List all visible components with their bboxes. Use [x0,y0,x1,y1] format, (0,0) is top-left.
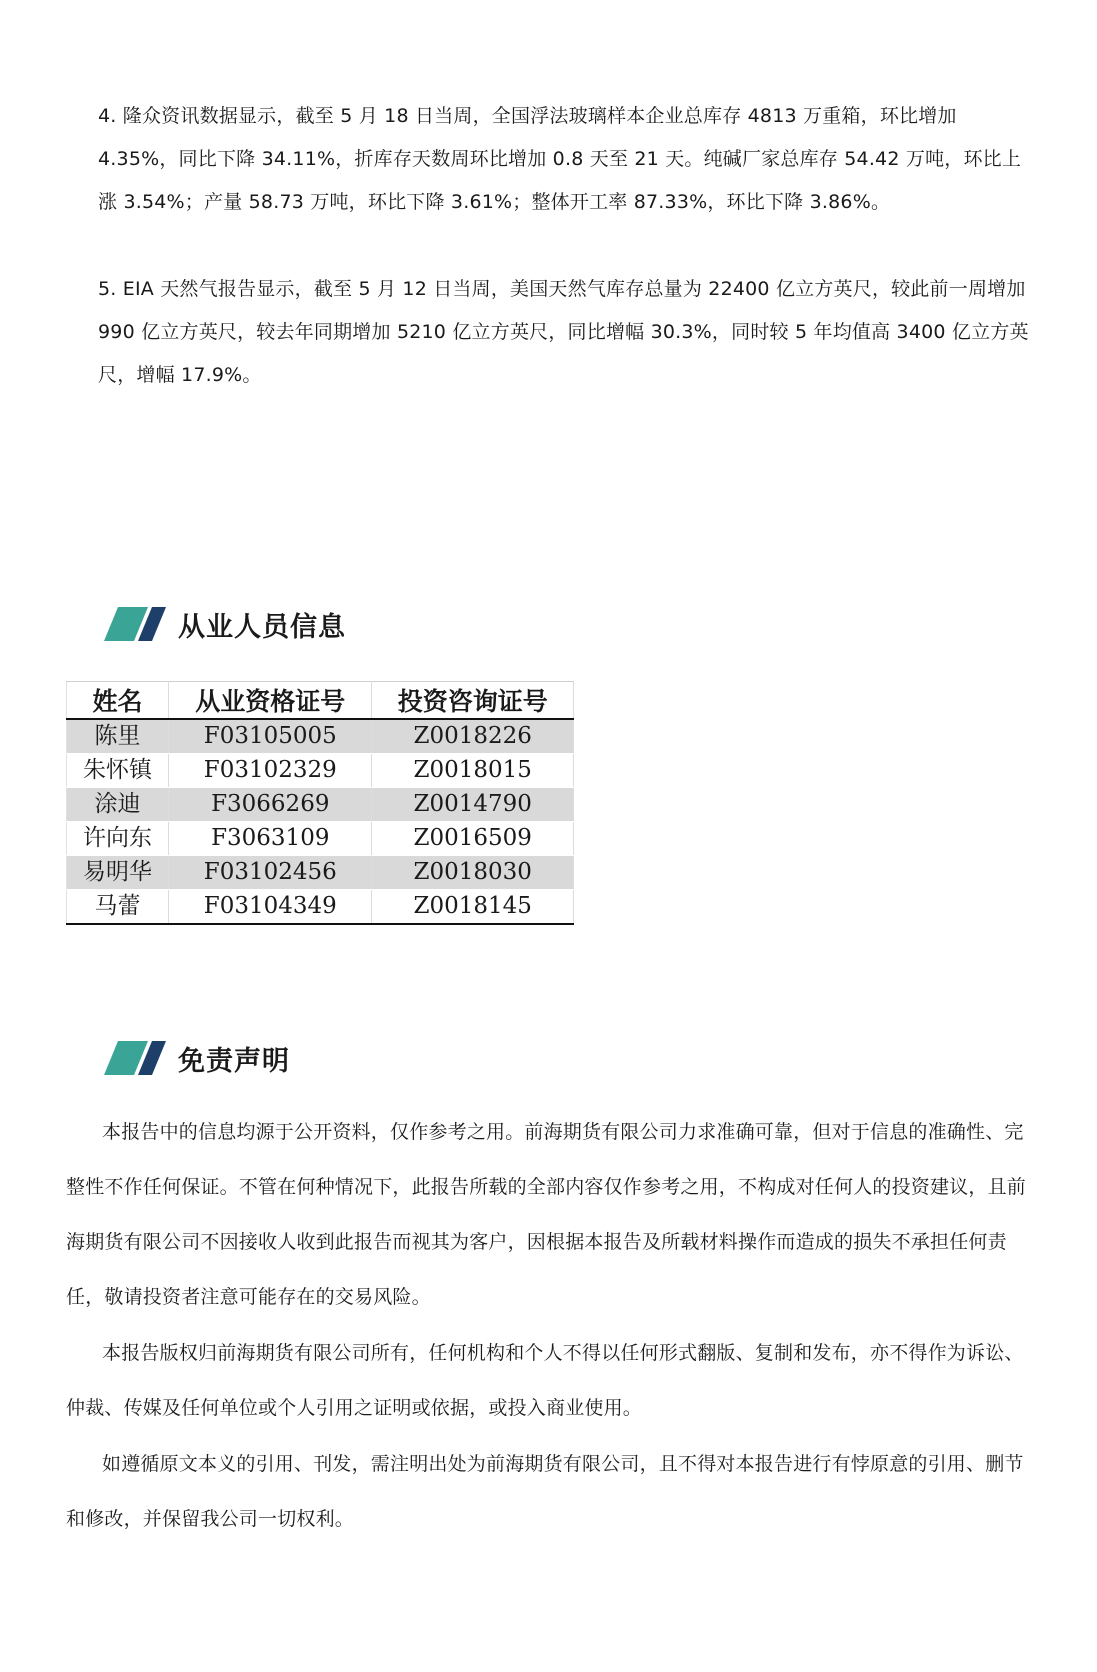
column-header-investment: 投资咨询证号 [372,682,574,720]
table-row [67,856,574,890]
staff-section-heading [104,604,346,644]
disclaimer-section-title: 免责声明 [178,1045,290,1077]
table-row [67,719,574,754]
column-header-name: 姓名 [67,682,169,720]
table-row [67,890,574,925]
table-row [67,822,574,856]
news-item-5: 5. EIA 天然气报告显示，截至 5 月 12 日当周，美国天然气库存总量为 22400 亿立方英尺，较此前一周增加 990 亿立方英尺，较去年同期增加 5210 亿立方英尺，同比增幅 30.3%，同时较 5 年均值高 3400 亿立方英尺，增幅 17.9%。 [98,278,1029,386]
cell-investment: Z0016509 [372,822,574,856]
cell-investment: Z0014790 [372,788,574,822]
staff-table [66,681,574,925]
table-header-row [67,682,574,720]
staff-section-title: 从业人员信息 [178,611,346,643]
disclaimer-paragraph: 本报告中的信息均源于公开资料，仅作参考之用。前海期货有限公司力求准确可靠，但对于信息的准确性、完整性不作任何保证。不管在何种情况下，此报告所载的全部内容仅作参考之用，不构成对任何人的投资建议，且前海期货有限公司不因接收人收到此报告而视其为客户，因根据本报告及所载材料操作而造成的损失不承担任何责任，敬请投资者注意可能存在的交易风险。 [66,1121,1027,1308]
cell-qualification: F3063109 [169,822,372,856]
table-row [67,754,574,788]
cell-name: 陈里 [67,719,169,754]
cell-name: 涂迪 [67,788,169,822]
cell-name: 易明华 [67,856,169,890]
cell-qualification: F03102329 [169,754,372,788]
column-header-qualification: 从业资格证号 [169,682,372,720]
cell-name: 马蕾 [67,890,169,925]
section-marker-icon [104,607,166,641]
cell-name: 朱怀镇 [67,754,169,788]
table-row [67,788,574,822]
cell-qualification: F03104349 [169,890,372,925]
cell-qualification: F03105005 [169,719,372,754]
cell-investment: Z0018145 [372,890,574,925]
disclaimer-section-heading [104,1038,290,1078]
disclaimer-paragraph: 本报告版权归前海期货有限公司所有，任何机构和个人不得以任何形式翻版、复制和发布，亦不得作为诉讼、仲裁、传媒及任何单位或个人引用之证明或依据，或投入商业使用。 [66,1342,1024,1419]
cell-name: 许向东 [67,822,169,856]
cell-investment: Z0018226 [372,719,574,754]
disclaimer-paragraph: 如遵循原文本义的引用、刊发，需注明出处为前海期货有限公司，且不得对本报告进行有悖原意的引用、删节和修改，并保留我公司一切权利。 [66,1453,1024,1530]
cell-investment: Z0018015 [372,754,574,788]
cell-investment: Z0018030 [372,856,574,890]
news-item-4: 4. 隆众资讯数据显示，截至 5 月 18 日当周，全国浮法玻璃样本企业总库存 4813 万重箱，环比增加 4.35%，同比下降 34.11%，折库存天数周环比增加 0.8 天至 21 天。纯碱厂家总库存 54.42 万吨，环比上涨 3.54%；产量 58.73 万吨，环比下降 3.61%；整体开工率 87.33%，环比下降 3.86%。 [98,105,1022,213]
section-marker-icon [104,1041,166,1075]
cell-qualification: F03102456 [169,856,372,890]
cell-qualification: F3066269 [169,788,372,822]
